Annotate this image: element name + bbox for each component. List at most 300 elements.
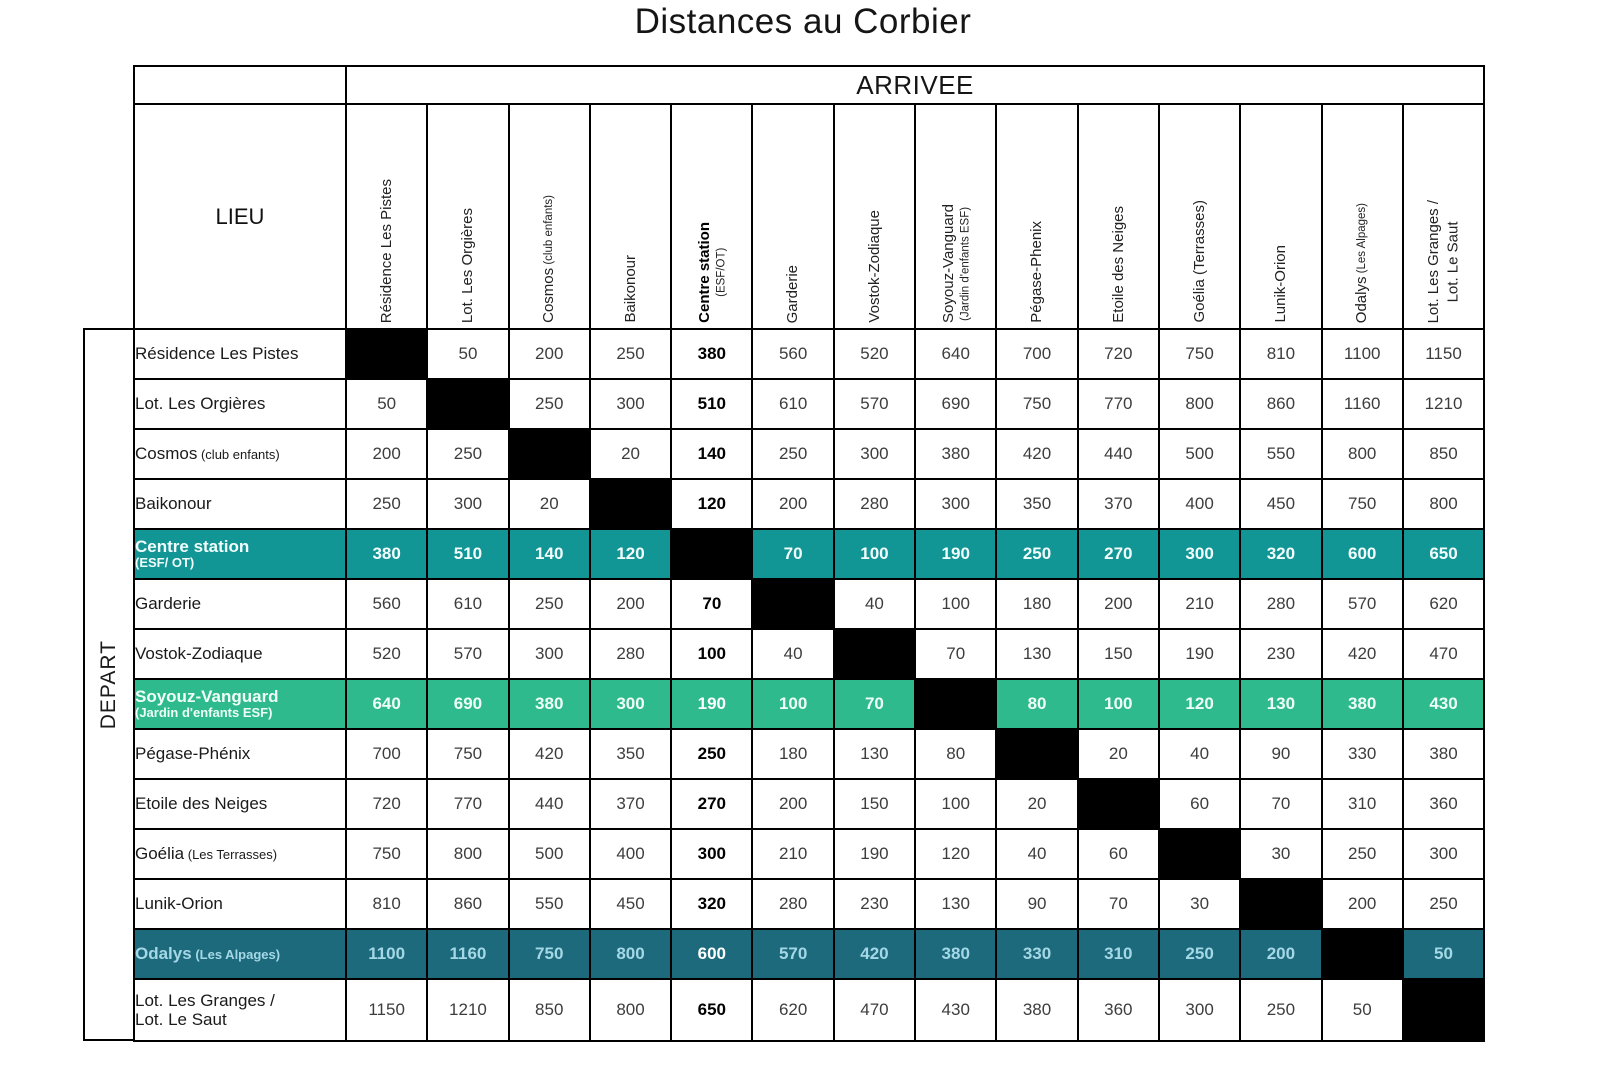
distance-cell: 250 <box>752 429 833 479</box>
table-row <box>134 579 1484 629</box>
row-label-text: Résidence Les Pistes <box>135 344 299 364</box>
distance-cell: 370 <box>1078 479 1159 529</box>
depart-axis-box <box>83 328 135 1041</box>
distance-cell: 210 <box>752 829 833 879</box>
distance-cell: 420 <box>834 929 915 979</box>
row-label <box>134 579 346 629</box>
distance-cell: 250 <box>346 479 427 529</box>
diagonal-cell <box>1322 929 1403 979</box>
distance-cell: 750 <box>346 829 427 879</box>
table-row <box>134 929 1484 979</box>
distance-cell: 70 <box>915 629 996 679</box>
distance-cell: 250 <box>427 429 508 479</box>
column-header-subtext: (Les Alpages) <box>1356 202 1369 277</box>
distance-cell: 300 <box>1403 829 1484 879</box>
distance-cell: 550 <box>509 879 590 929</box>
distance-cell: 270 <box>671 779 752 829</box>
distance-cell: 850 <box>509 979 590 1041</box>
column-header <box>346 104 427 329</box>
distance-cell: 80 <box>915 729 996 779</box>
distance-cell: 120 <box>671 479 752 529</box>
distance-cell: 610 <box>427 579 508 629</box>
distance-cell: 250 <box>1159 929 1240 979</box>
distance-cell: 100 <box>915 779 996 829</box>
distance-cell: 200 <box>752 779 833 829</box>
column-header-wrap <box>1160 110 1239 328</box>
distance-cell: 370 <box>590 779 671 829</box>
row-label <box>134 679 346 729</box>
distance-cell: 800 <box>1322 429 1403 479</box>
distance-cell: 640 <box>346 679 427 729</box>
distance-cell: 70 <box>1078 879 1159 929</box>
distance-cell: 30 <box>1240 829 1321 879</box>
column-header <box>752 104 833 329</box>
distance-matrix-table <box>133 65 1485 1042</box>
distance-cell: 20 <box>590 429 671 479</box>
distance-cell: 200 <box>509 329 590 379</box>
distance-cell: 150 <box>834 779 915 829</box>
distance-cell: 770 <box>427 779 508 829</box>
column-header-text: Lot. Les Orgières <box>459 207 477 323</box>
distance-cell: 1150 <box>1403 329 1484 379</box>
column-header <box>1322 104 1403 329</box>
row-label <box>134 829 346 879</box>
column-header <box>1078 104 1159 329</box>
distance-cell: 520 <box>834 329 915 379</box>
distance-cell: 690 <box>427 679 508 729</box>
row-label-text: Lunik-Orion <box>135 894 223 914</box>
distance-cell: 150 <box>1078 629 1159 679</box>
distance-cell: 100 <box>834 529 915 579</box>
diagonal-cell <box>834 629 915 679</box>
distance-cell: 60 <box>1159 779 1240 829</box>
table-row <box>134 779 1484 829</box>
distance-cell: 200 <box>1240 929 1321 979</box>
distance-cell: 750 <box>427 729 508 779</box>
column-header-wrap <box>672 110 751 328</box>
column-header-text: Odalys (Les Alpages) <box>1353 202 1371 323</box>
distance-cell: 750 <box>1322 479 1403 529</box>
distance-cell: 320 <box>671 879 752 929</box>
distance-cell: 320 <box>1240 529 1321 579</box>
column-header-wrap <box>591 110 670 328</box>
distance-cell: 800 <box>1159 379 1240 429</box>
distance-cell: 70 <box>834 679 915 729</box>
distance-cell: 30 <box>1159 879 1240 929</box>
column-header-text: Baikonour <box>621 255 639 323</box>
diagonal-cell <box>1403 979 1484 1041</box>
distance-cell: 1100 <box>346 929 427 979</box>
distance-cell: 250 <box>996 529 1077 579</box>
diagonal-cell <box>590 479 671 529</box>
distance-cell: 380 <box>915 929 996 979</box>
distance-cell: 520 <box>346 629 427 679</box>
table-row <box>134 379 1484 429</box>
distance-cell: 310 <box>1078 929 1159 979</box>
distance-cell: 100 <box>915 579 996 629</box>
distance-cell: 400 <box>590 829 671 879</box>
distance-cell: 100 <box>752 679 833 729</box>
distance-cell: 570 <box>834 379 915 429</box>
column-header-text: Etoile des Neiges <box>1109 206 1127 323</box>
distance-cell: 70 <box>671 579 752 629</box>
row-label <box>134 529 346 579</box>
distance-cell: 430 <box>1403 679 1484 729</box>
distance-cell: 550 <box>1240 429 1321 479</box>
row-label <box>134 379 346 429</box>
column-header-text: Garderie <box>784 264 802 323</box>
distance-cell: 440 <box>509 779 590 829</box>
row-label-subtext: (club enfants) <box>197 447 280 463</box>
diagonal-cell <box>509 429 590 479</box>
distance-cell: 750 <box>509 929 590 979</box>
distance-cell: 310 <box>1322 779 1403 829</box>
distance-cell: 1160 <box>1322 379 1403 429</box>
row-label-text: Lot. Les Granges / <box>135 990 275 1010</box>
diagonal-cell <box>1078 779 1159 829</box>
distance-cell: 200 <box>346 429 427 479</box>
table-row <box>134 429 1484 479</box>
distance-cell: 300 <box>427 479 508 529</box>
distance-cell: 250 <box>1322 829 1403 879</box>
distance-cell: 250 <box>671 729 752 779</box>
column-header-text: Résidence Les Pistes <box>377 178 395 323</box>
distance-cell: 180 <box>752 729 833 779</box>
arrivee-axis-label: ARRIVEE <box>346 66 1484 104</box>
distance-cell: 70 <box>752 529 833 579</box>
column-header-wrap <box>428 110 507 328</box>
column-header <box>1240 104 1321 329</box>
diagonal-cell <box>752 579 833 629</box>
column-header-wrap <box>997 110 1076 328</box>
column-header <box>427 104 508 329</box>
distance-cell: 350 <box>996 479 1077 529</box>
distance-cell: 1100 <box>1322 329 1403 379</box>
row-label-subtext: Lot. Le Saut <box>135 1009 227 1029</box>
distance-cell: 360 <box>1078 979 1159 1041</box>
distance-cell: 470 <box>1403 629 1484 679</box>
table-row <box>134 479 1484 529</box>
distance-cell: 380 <box>671 329 752 379</box>
distance-cell: 330 <box>1322 729 1403 779</box>
distance-cell: 270 <box>1078 529 1159 579</box>
column-header-wrap <box>753 110 832 328</box>
page-title: Distances au Corbier <box>634 2 972 41</box>
column-header-text: Vostok-Zodiaque <box>865 210 883 323</box>
distance-cell: 250 <box>1240 979 1321 1041</box>
distance-cell: 1150 <box>346 979 427 1041</box>
distance-cell: 500 <box>509 829 590 879</box>
row-label <box>134 979 346 1041</box>
distance-cell: 800 <box>1403 479 1484 529</box>
distance-cell: 1210 <box>427 979 508 1041</box>
column-header-text: Pégase-Phenix <box>1028 221 1046 323</box>
distance-cell: 80 <box>996 679 1077 729</box>
distance-cell: 700 <box>996 329 1077 379</box>
column-header-text: Lot. Les Granges / Lot. Le Saut <box>1425 199 1462 323</box>
distance-cell: 190 <box>671 679 752 729</box>
row-label-subtext: (Jardin d'enfants ESF) <box>135 705 273 721</box>
distance-cell: 440 <box>1078 429 1159 479</box>
distance-cell: 20 <box>1078 729 1159 779</box>
row-label-text: Etoile des Neiges <box>135 794 268 814</box>
table-row <box>134 879 1484 929</box>
distance-cell: 250 <box>1403 879 1484 929</box>
row-label-text: Vostok-Zodiaque <box>135 644 263 664</box>
distance-cell: 470 <box>834 979 915 1041</box>
distance-cell: 20 <box>996 779 1077 829</box>
distance-cell: 750 <box>1159 329 1240 379</box>
table-row <box>134 829 1484 879</box>
column-header-subtext: Lot. Le Saut <box>1444 220 1462 302</box>
distance-cell: 1160 <box>427 929 508 979</box>
distance-cell: 200 <box>590 579 671 629</box>
column-header-wrap <box>1241 110 1320 328</box>
diagonal-cell <box>1240 879 1321 929</box>
distance-cell: 640 <box>915 329 996 379</box>
row-label-text: Baikonour <box>135 494 212 514</box>
distance-cell: 40 <box>996 829 1077 879</box>
distance-cell: 800 <box>590 979 671 1041</box>
column-header-wrap <box>916 110 995 328</box>
row-label-text: Odalys <box>135 944 192 964</box>
distance-cell: 90 <box>996 879 1077 929</box>
distance-cell: 750 <box>996 379 1077 429</box>
column-header-text: Goélia (Terrasses) <box>1190 200 1208 323</box>
distance-cell: 250 <box>509 379 590 429</box>
distance-cell: 700 <box>346 729 427 779</box>
distance-cell: 300 <box>915 479 996 529</box>
distance-cell: 720 <box>1078 329 1159 379</box>
table-row <box>134 329 1484 379</box>
distance-cell: 360 <box>1403 779 1484 829</box>
distance-cell: 860 <box>1240 379 1321 429</box>
distance-cell: 180 <box>996 579 1077 629</box>
distance-cell: 1210 <box>1403 379 1484 429</box>
distance-cell: 130 <box>915 879 996 929</box>
distance-cell: 350 <box>590 729 671 779</box>
arrivee-header-row <box>134 66 1484 104</box>
distance-cell: 420 <box>1322 629 1403 679</box>
column-header-text: Soyouz-Vanguard (Jardin d'enfants ESF) <box>939 204 971 323</box>
distance-cell: 690 <box>915 379 996 429</box>
distance-cell: 130 <box>996 629 1077 679</box>
distance-cell: 250 <box>590 329 671 379</box>
distance-cell: 280 <box>834 479 915 529</box>
distance-cell: 140 <box>509 529 590 579</box>
distance-cell: 280 <box>1240 579 1321 629</box>
distance-cell: 430 <box>915 979 996 1041</box>
distance-cell: 120 <box>590 529 671 579</box>
row-label-text: Soyouz-Vanguard <box>135 687 279 707</box>
row-label-text: Garderie <box>135 594 202 614</box>
distance-cell: 650 <box>1403 529 1484 579</box>
distance-cell: 850 <box>1403 429 1484 479</box>
diagonal-cell <box>1159 829 1240 879</box>
row-label-text: Lot. Les Orgières <box>135 394 266 414</box>
distance-cell: 50 <box>1322 979 1403 1041</box>
column-header-wrap <box>510 110 589 328</box>
row-label-text: Pégase-Phénix <box>135 744 251 764</box>
distance-cell: 300 <box>590 679 671 729</box>
row-label <box>134 479 346 529</box>
column-header-text: Centre station (ESF/OT) <box>695 222 728 323</box>
distance-cell: 280 <box>590 629 671 679</box>
row-label-subtext: (Les Terrasses) <box>184 847 278 863</box>
row-label <box>134 329 346 379</box>
distance-cell: 420 <box>509 729 590 779</box>
distance-cell: 200 <box>1322 879 1403 929</box>
column-header-wrap <box>347 110 426 328</box>
distance-cell: 140 <box>671 429 752 479</box>
row-label <box>134 779 346 829</box>
distance-cell: 620 <box>1403 579 1484 629</box>
diagonal-cell <box>671 529 752 579</box>
distance-cell: 380 <box>996 979 1077 1041</box>
column-header-subtext: (Jardin d'enfants ESF) <box>959 206 971 321</box>
row-label <box>134 929 346 979</box>
distance-cell: 560 <box>752 329 833 379</box>
distance-cell: 120 <box>1159 679 1240 729</box>
distance-cell: 90 <box>1240 729 1321 779</box>
distance-cell: 380 <box>915 429 996 479</box>
distance-cell: 40 <box>752 629 833 679</box>
column-header <box>1159 104 1240 329</box>
distance-cell: 300 <box>590 379 671 429</box>
row-label-text: Cosmos <box>135 444 198 464</box>
distance-cell: 60 <box>1078 829 1159 879</box>
distance-cell: 210 <box>1159 579 1240 629</box>
distance-cell: 620 <box>752 979 833 1041</box>
distance-cell: 130 <box>834 729 915 779</box>
distance-cell: 300 <box>1159 979 1240 1041</box>
distance-cell: 860 <box>427 879 508 929</box>
table-row <box>134 729 1484 779</box>
distance-cell: 610 <box>752 379 833 429</box>
column-header-wrap <box>1323 110 1402 328</box>
distance-cell: 330 <box>996 929 1077 979</box>
distance-cell: 200 <box>752 479 833 529</box>
distance-cell: 510 <box>427 529 508 579</box>
distance-cell: 100 <box>671 629 752 679</box>
distance-cell: 200 <box>1078 579 1159 629</box>
row-label-text: Goélia <box>135 844 185 864</box>
column-header-wrap <box>1404 110 1483 328</box>
row-label-text: Centre station <box>135 537 250 557</box>
distance-cell: 810 <box>346 879 427 929</box>
depart-axis-label: DEPART <box>97 639 120 730</box>
distance-cell: 510 <box>671 379 752 429</box>
distance-cell: 650 <box>671 979 752 1041</box>
column-header <box>996 104 1077 329</box>
row-label-subtext: (Les Alpages) <box>191 947 281 963</box>
distance-cell: 600 <box>671 929 752 979</box>
table-row <box>134 679 1484 729</box>
distance-cell: 300 <box>834 429 915 479</box>
distance-cell: 560 <box>346 579 427 629</box>
distance-cell: 450 <box>1240 479 1321 529</box>
row-label <box>134 629 346 679</box>
lieu-header-cell: LIEU <box>134 104 346 329</box>
column-header <box>671 104 752 329</box>
distance-cell: 300 <box>509 629 590 679</box>
distance-cell: 280 <box>752 879 833 929</box>
column-header-text: Cosmos (club enfants) <box>540 195 558 323</box>
distance-cell: 50 <box>346 379 427 429</box>
column-header-subtext: (ESF/OT) <box>715 247 728 298</box>
row-label <box>134 729 346 779</box>
distance-cell: 190 <box>834 829 915 879</box>
column-header <box>590 104 671 329</box>
corner-blank-cell <box>134 66 346 104</box>
distance-cell: 720 <box>346 779 427 829</box>
distance-cell: 400 <box>1159 479 1240 529</box>
column-header-wrap <box>1079 110 1158 328</box>
column-header <box>834 104 915 329</box>
distance-cell: 770 <box>1078 379 1159 429</box>
distance-cell: 40 <box>1159 729 1240 779</box>
distance-cell: 380 <box>346 529 427 579</box>
column-header <box>509 104 590 329</box>
distance-cell: 800 <box>590 929 671 979</box>
distance-cell: 500 <box>1159 429 1240 479</box>
row-label-subtext: (ESF/ OT) <box>135 555 195 571</box>
distance-cell: 20 <box>509 479 590 529</box>
column-header-row <box>134 104 1484 329</box>
distance-cell: 570 <box>427 629 508 679</box>
distance-cell: 130 <box>1240 679 1321 729</box>
distance-cell: 190 <box>1159 629 1240 679</box>
distance-cell: 450 <box>590 879 671 929</box>
table-row <box>134 529 1484 579</box>
distance-cell: 40 <box>834 579 915 629</box>
column-header-text: Lunik-Orion <box>1272 245 1290 323</box>
distance-cell: 50 <box>1403 929 1484 979</box>
table-row <box>134 629 1484 679</box>
diagonal-cell <box>346 329 427 379</box>
distance-cell: 190 <box>915 529 996 579</box>
column-header-subtext: (club enfants) <box>543 195 556 268</box>
column-header-wrap <box>835 110 914 328</box>
distance-cell: 600 <box>1322 529 1403 579</box>
distance-cell: 70 <box>1240 779 1321 829</box>
distance-cell: 230 <box>834 879 915 929</box>
distance-cell: 120 <box>915 829 996 879</box>
distance-cell: 570 <box>752 929 833 979</box>
distance-cell: 250 <box>509 579 590 629</box>
distance-cell: 230 <box>1240 629 1321 679</box>
distance-cell: 810 <box>1240 329 1321 379</box>
distance-cell: 800 <box>427 829 508 879</box>
distance-cell: 570 <box>1322 579 1403 629</box>
distance-cell: 380 <box>509 679 590 729</box>
distance-cell: 300 <box>671 829 752 879</box>
distance-cell: 300 <box>1159 529 1240 579</box>
column-header <box>1403 104 1484 329</box>
distance-cell: 380 <box>1322 679 1403 729</box>
row-label <box>134 879 346 929</box>
row-label <box>134 429 346 479</box>
distance-cell: 100 <box>1078 679 1159 729</box>
diagonal-cell <box>915 679 996 729</box>
distance-cell: 50 <box>427 329 508 379</box>
distance-cell: 420 <box>996 429 1077 479</box>
table-row <box>134 979 1484 1041</box>
column-header <box>915 104 996 329</box>
diagonal-cell <box>427 379 508 429</box>
distance-cell: 380 <box>1403 729 1484 779</box>
diagonal-cell <box>996 729 1077 779</box>
